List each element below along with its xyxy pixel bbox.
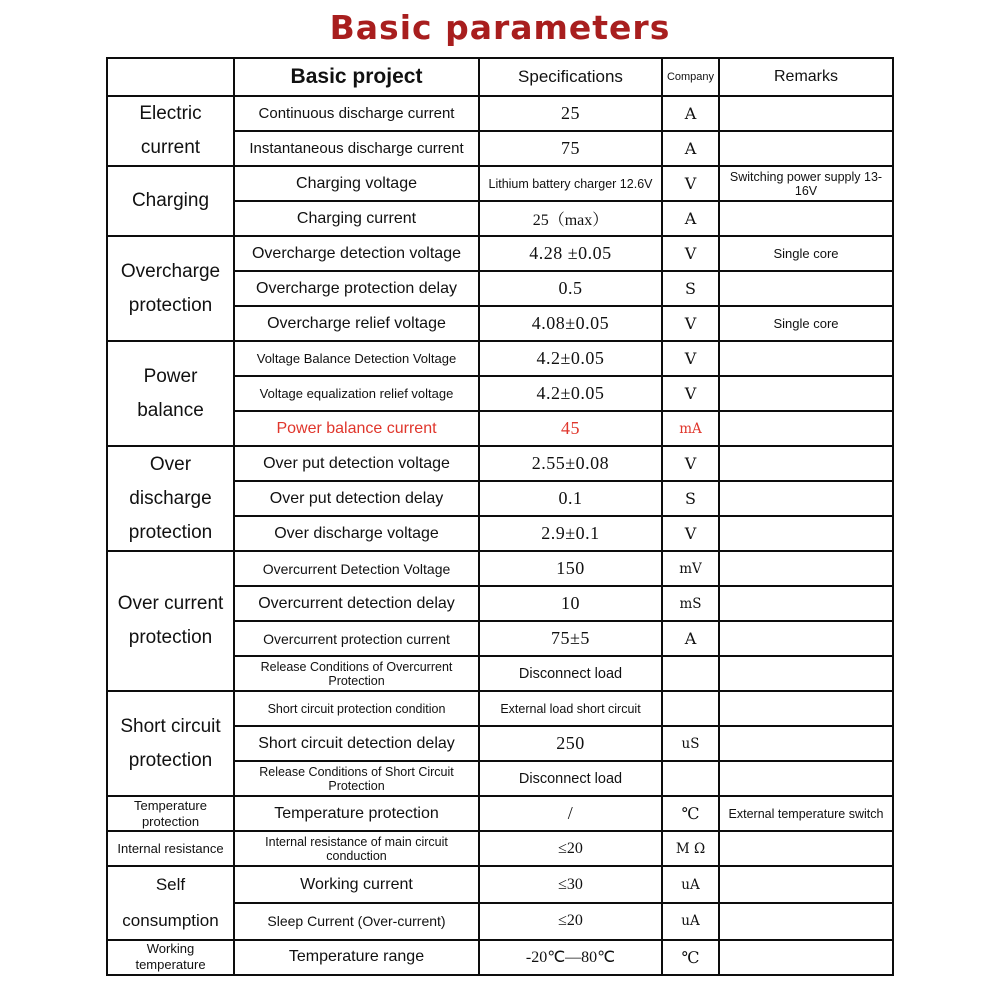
project-cell: Overcurrent detection delay <box>234 586 479 621</box>
spec-cell: -20℃—80℃ <box>479 940 662 975</box>
unit-cell: S <box>662 481 719 516</box>
spec-cell: / <box>479 796 662 831</box>
table-row <box>107 796 893 831</box>
header-remarks: Remarks <box>719 58 893 96</box>
header-row <box>107 58 893 96</box>
project-cell: Short circuit protection condition <box>234 691 479 726</box>
spec-cell: ≤20 <box>479 831 662 866</box>
project-cell: Overcharge detection voltage <box>234 236 479 271</box>
remark-cell <box>719 96 893 131</box>
remark-cell <box>719 446 893 481</box>
spec-cell: External load short circuit <box>479 691 662 726</box>
spec-cell: ≤30 <box>479 866 662 903</box>
spec-cell: 0.5 <box>479 271 662 306</box>
unit-cell: uS <box>662 726 719 761</box>
remark-cell <box>719 621 893 656</box>
unit-cell: mA <box>662 411 719 446</box>
unit-cell: V <box>662 446 719 481</box>
project-cell: Voltage equalization relief voltage <box>234 376 479 411</box>
project-cell: Temperature range <box>234 940 479 975</box>
spec-cell: Disconnect load <box>479 761 662 796</box>
project-cell: Release Conditions of Short Circuit Protection <box>234 761 479 796</box>
unit-cell: V <box>662 376 719 411</box>
table-row <box>107 236 893 271</box>
category-cell-electric-current: Electric current <box>107 96 234 166</box>
unit-cell: ℃ <box>662 940 719 975</box>
remark-cell <box>719 726 893 761</box>
category-cell-working-temperature: Working temperature <box>107 940 234 975</box>
table-row <box>107 96 893 131</box>
remark-cell <box>719 376 893 411</box>
remark-cell <box>719 551 893 586</box>
remark-cell <box>719 831 893 866</box>
project-cell: Continuous discharge current <box>234 96 479 131</box>
project-cell: Over put detection voltage <box>234 446 479 481</box>
spec-cell: 250 <box>479 726 662 761</box>
category-cell-power-balance: Power balance <box>107 341 234 446</box>
page-title: Basic parameters <box>329 8 671 47</box>
unit-cell: V <box>662 166 719 201</box>
spec-cell: 150 <box>479 551 662 586</box>
remark-cell: Switching power supply 13-16V <box>719 166 893 201</box>
spec-cell: 10 <box>479 586 662 621</box>
spec-cell: 4.08±0.05 <box>479 306 662 341</box>
category-cell-over-current-protection: Over current protection <box>107 551 234 691</box>
unit-cell: A <box>662 96 719 131</box>
unit-cell: M Ω <box>662 831 719 866</box>
header-category <box>107 58 234 96</box>
project-cell: Working current <box>234 866 479 903</box>
header-company: Company <box>662 58 719 96</box>
remark-cell <box>719 656 893 691</box>
remark-cell <box>719 481 893 516</box>
table-row <box>107 166 893 201</box>
project-cell: Release Conditions of Overcurrent Protection <box>234 656 479 691</box>
spec-cell: Disconnect load <box>479 656 662 691</box>
unit-cell: A <box>662 621 719 656</box>
project-cell: Sleep Current (Over-current) <box>234 903 479 940</box>
project-cell: Overcharge relief voltage <box>234 306 479 341</box>
table-row <box>107 446 893 481</box>
project-cell: Overcurrent protection current <box>234 621 479 656</box>
unit-cell: V <box>662 306 719 341</box>
project-cell: Overcharge protection delay <box>234 271 479 306</box>
project-cell: Instantaneous discharge current <box>234 131 479 166</box>
spec-cell: 2.55±0.08 <box>479 446 662 481</box>
category-cell-charging: Charging <box>107 166 234 236</box>
header-specifications: Specifications <box>479 58 662 96</box>
category-cell-self-consumption: Self consumption <box>107 866 234 939</box>
remark-cell <box>719 903 893 940</box>
parameters-table <box>106 57 894 976</box>
unit-cell: V <box>662 516 719 551</box>
spec-cell: 4.2±0.05 <box>479 341 662 376</box>
project-cell: Charging current <box>234 201 479 236</box>
unit-cell: V <box>662 341 719 376</box>
project-cell: Charging voltage <box>234 166 479 201</box>
category-cell-temperature-protection: Temperature protection <box>107 796 234 831</box>
spec-cell: ≤20 <box>479 903 662 940</box>
spec-cell: 75 <box>479 131 662 166</box>
category-cell-short-circuit-protection: Short circuit protection <box>107 691 234 796</box>
spec-cell: 2.9±0.1 <box>479 516 662 551</box>
remark-cell: Single core <box>719 236 893 271</box>
spec-cell: 25 <box>479 96 662 131</box>
project-cell: Overcurrent Detection Voltage <box>234 551 479 586</box>
header-basic-project: Basic project <box>234 58 479 96</box>
unit-cell: mV <box>662 551 719 586</box>
remark-cell <box>719 516 893 551</box>
remark-cell <box>719 411 893 446</box>
remark-cell <box>719 341 893 376</box>
table-row <box>107 341 893 376</box>
remark-cell <box>719 271 893 306</box>
unit-cell <box>662 691 719 726</box>
remark-cell <box>719 866 893 903</box>
unit-cell <box>662 761 719 796</box>
unit-cell: ℃ <box>662 796 719 831</box>
unit-cell: S <box>662 271 719 306</box>
remark-cell <box>719 201 893 236</box>
table-row <box>107 691 893 726</box>
category-cell-over-discharge-protection: Over discharge protection <box>107 446 234 551</box>
unit-cell: mS <box>662 586 719 621</box>
spec-cell: Lithium battery charger 12.6V <box>479 166 662 201</box>
unit-cell: uA <box>662 866 719 903</box>
project-cell: Temperature protection <box>234 796 479 831</box>
project-cell: Power balance current <box>234 411 479 446</box>
unit-cell: uA <box>662 903 719 940</box>
project-cell: Voltage Balance Detection Voltage <box>234 341 479 376</box>
project-cell: Internal resistance of main circuit conduction <box>234 831 479 866</box>
remark-cell <box>719 691 893 726</box>
table-row <box>107 831 893 866</box>
remark-cell: Single core <box>719 306 893 341</box>
remark-cell <box>719 940 893 975</box>
spec-cell: 4.2±0.05 <box>479 376 662 411</box>
remark-cell: External temperature switch <box>719 796 893 831</box>
unit-cell: V <box>662 236 719 271</box>
spec-cell: 75±5 <box>479 621 662 656</box>
project-cell: Over discharge voltage <box>234 516 479 551</box>
remark-cell <box>719 761 893 796</box>
category-cell-internal-resistance: Internal resistance <box>107 831 234 866</box>
spec-cell: 4.28 ±0.05 <box>479 236 662 271</box>
unit-cell <box>662 656 719 691</box>
category-cell-overcharge-protection: Overcharge protection <box>107 236 234 341</box>
remark-cell <box>719 131 893 166</box>
project-cell: Short circuit detection delay <box>234 726 479 761</box>
table-row <box>107 551 893 586</box>
unit-cell: A <box>662 131 719 166</box>
spec-cell: 25（max） <box>479 201 662 236</box>
spec-cell: 45 <box>479 411 662 446</box>
table-row <box>107 940 893 975</box>
table-row <box>107 866 893 903</box>
remark-cell <box>719 586 893 621</box>
project-cell: Over put detection delay <box>234 481 479 516</box>
unit-cell: A <box>662 201 719 236</box>
spec-cell: 0.1 <box>479 481 662 516</box>
